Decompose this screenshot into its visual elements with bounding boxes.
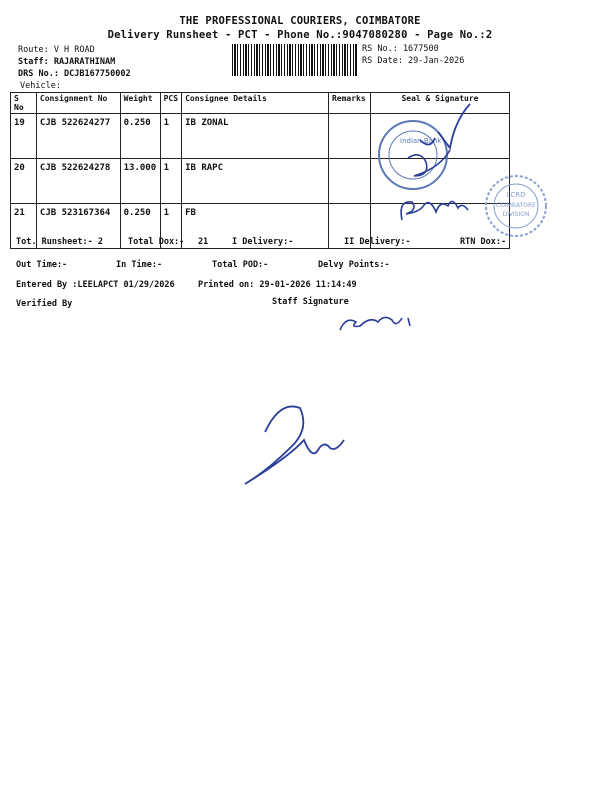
staff-signature-label: Staff Signature <box>272 297 349 307</box>
col-weight: Weight <box>120 93 160 114</box>
cell-consignee: FB <box>182 204 329 249</box>
i-delivery: I Delivery:- <box>232 237 294 247</box>
cell-consignee: IB RAPC <box>182 159 329 204</box>
drs-field: DRS No.: DCJB167750002 <box>18 69 131 79</box>
cell-consignee: IB ZONAL <box>182 114 329 159</box>
rs-number: RS No.: 1677500 <box>362 44 439 54</box>
tot-runsheet: Tot. Runsheet:- 2 <box>16 237 103 247</box>
cell-consignment: CJB 523167364 <box>36 204 120 249</box>
cell-weight: 13.000 <box>120 159 160 204</box>
out-time: Out Time:- <box>16 260 68 270</box>
cell-sno: 20 <box>11 159 37 204</box>
col-pcs: PCS <box>160 93 181 114</box>
cell-consignment: CJB 522624277 <box>36 114 120 159</box>
delvy-points: Delvy Points:- <box>318 260 390 270</box>
col-consignee: Consignee Details <box>182 93 329 114</box>
total-pod: Total POD:- <box>212 260 269 270</box>
cell-pcs: 1 <box>160 204 181 249</box>
staff-signature <box>340 317 410 330</box>
col-remarks: Remarks <box>328 93 370 114</box>
cell-consignment: CJB 522624278 <box>36 159 120 204</box>
total-dox-label: Total Dox:- <box>128 237 185 247</box>
rtn-dox: RTN Dox:- <box>460 237 507 247</box>
division-stamp-line1: LCRD <box>506 191 526 199</box>
bank-stamp-text: Indian Bank <box>400 137 442 145</box>
division-stamp-line3: DIVISION <box>502 211 530 218</box>
entered-by: Entered By :LEELAPCT 01/29/2026 <box>16 280 175 290</box>
ii-delivery: II Delivery:- <box>344 237 411 247</box>
cell-weight: 0.250 <box>120 204 160 249</box>
staff-field: Staff: RAJARATHINAM <box>18 57 116 67</box>
printed-on: Printed on: 29-01-2026 11:14:49 <box>198 280 357 290</box>
company-name: THE PROFESSIONAL COURIERS, COIMBATORE <box>179 15 421 27</box>
col-sno: S No <box>11 93 37 114</box>
total-dox-value: 21 <box>198 237 209 247</box>
col-consignment: Consignment No <box>36 93 120 114</box>
cell-sno: 21 <box>11 204 37 249</box>
signature-row20 <box>408 150 450 176</box>
cell-pcs: 1 <box>160 159 181 204</box>
division-stamp <box>486 176 546 236</box>
col-seal-signature: Seal & Signature <box>370 93 509 114</box>
verifier-signature <box>245 406 344 484</box>
cell-pcs: 1 <box>160 114 181 159</box>
cell-weight: 0.250 <box>120 114 160 159</box>
rs-date: RS Date: 29-Jan-2026 <box>362 56 465 66</box>
runsheet-subtitle: Delivery Runsheet - PCT - Phone No.:9047080280 - Page No.:2 <box>107 29 493 41</box>
vehicle-field: Vehicle: <box>20 81 61 91</box>
signature-row21 <box>401 201 468 220</box>
route-field: Route: V H ROAD <box>18 45 95 55</box>
cell-sno: 19 <box>11 114 37 159</box>
division-stamp-line2: COIMBATORE <box>496 202 536 209</box>
verified-by: Verified By <box>16 299 73 309</box>
in-time: In Time:- <box>116 260 163 270</box>
